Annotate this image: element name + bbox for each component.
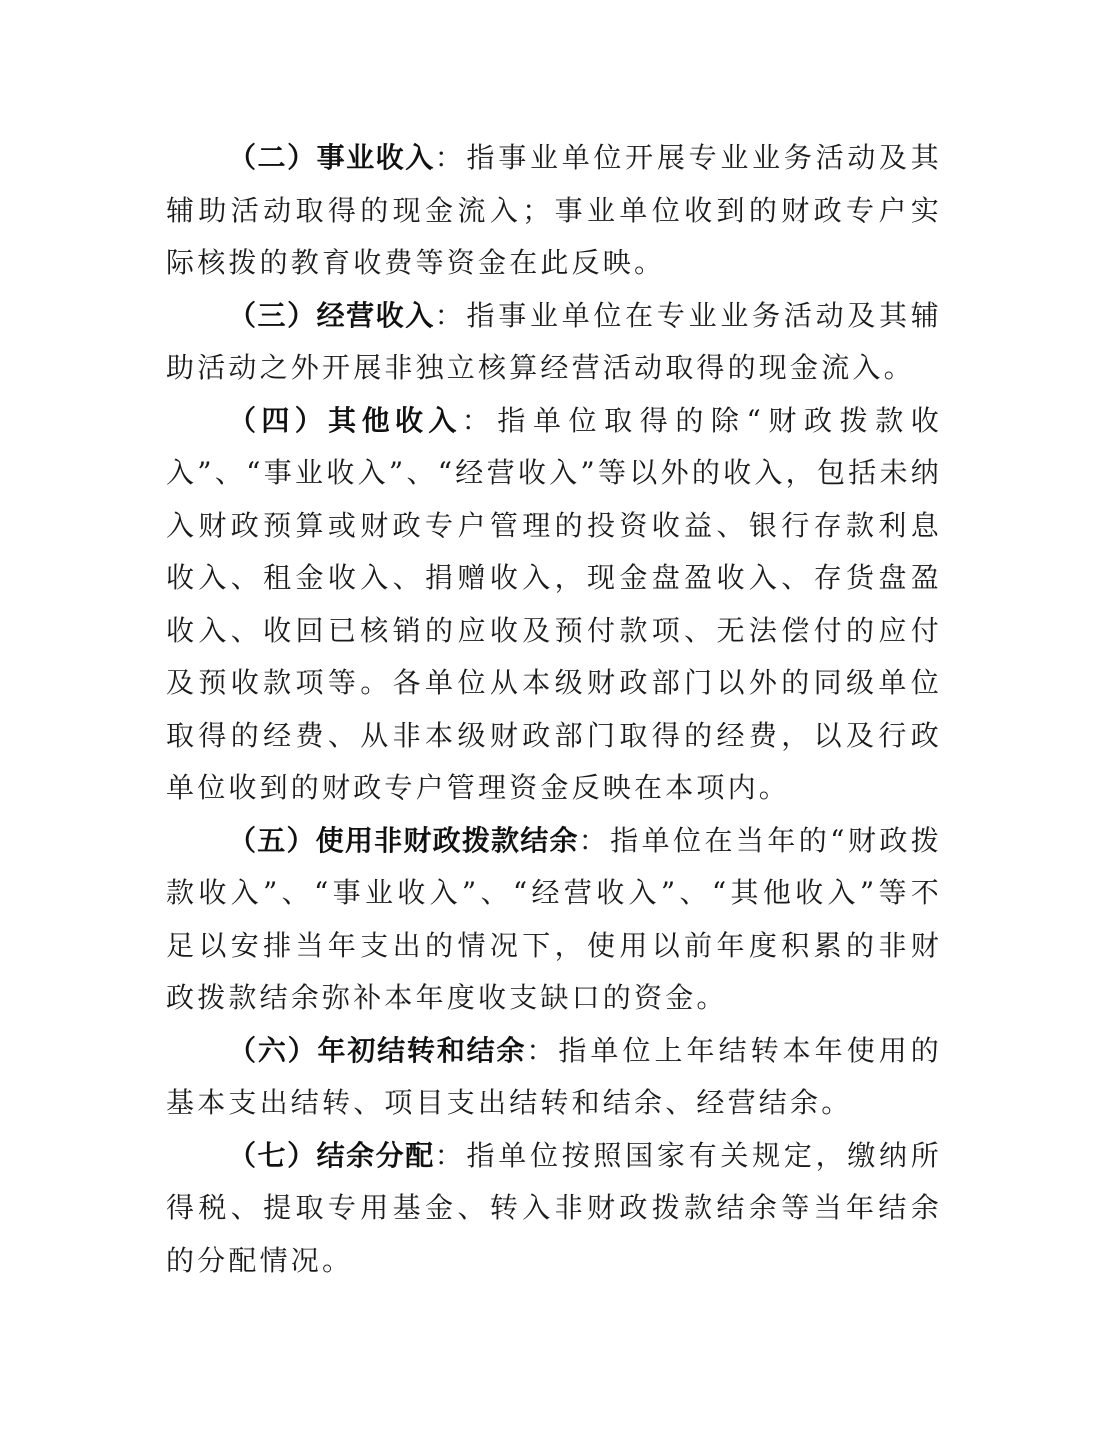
paragraph-heading: （七）结余分配 (228, 1138, 435, 1172)
paragraph-heading: （五）使用非财政拨款结余 (228, 823, 579, 857)
paragraph-text: ：指单位上年结转本年使用的基本支出结转、项目支出结转和结余、经营结余。 (166, 1033, 942, 1119)
paragraph-text: ：指单位取得的除“财政拨款收入”、“事业收入”、“经营收入”等以外的收入，包括未纳入财政预算或财政专户管理的投资收益、银行存款利息收入、租金收入、捐赠收入，现金盘盈收入、存货盘盈收入、收回已核销的应收及预付款项、无法偿付的应付及预收款项等。各单位从本级财政部门以外的同级单位取得的经费、从非本级财政部门取得的经费，以及行政单位收到的财政专户管理资金反映在本项内。 (166, 403, 942, 804)
paragraph-text: ：指单位按照国家有关规定，缴纳所得税、提取专用基金、转入非财政拨款结余等当年结余的分配情况。 (166, 1138, 942, 1277)
paragraph-text: ：指事业单位开展专业业务活动及其辅助活动取得的现金流入；事业单位收到的财政专户实际核拨的教育收费等资金在此反映。 (166, 141, 942, 279)
paragraph-operating-income (166, 290, 942, 395)
paragraph-heading: （六）年初结转和结余 (228, 1033, 527, 1067)
paragraph-opening-carryover (166, 1025, 942, 1130)
paragraph-business-income (166, 132, 942, 290)
paragraph-text: ：指事业单位在专业业务活动及其辅助活动之外开展非独立核算经营活动取得的现金流入。 (166, 298, 942, 384)
paragraph-use-of-balance (166, 815, 942, 1025)
paragraph-heading: （四）其他收入 (228, 403, 462, 437)
paragraph-text: ：指单位在当年的“财政拨款收入”、“事业收入”、“经营收入”、“其他收入”等不足以安排当年支出的情况下，使用以前年度积累的非财政拨款结余弥补本年度收支缺口的资金。 (166, 823, 942, 1014)
document-body (166, 132, 942, 1287)
paragraph-heading: （二）事业收入 (228, 141, 435, 174)
paragraph-other-income (166, 395, 942, 815)
paragraph-balance-distribution (166, 1130, 942, 1288)
paragraph-heading: （三）经营收入 (228, 298, 435, 332)
